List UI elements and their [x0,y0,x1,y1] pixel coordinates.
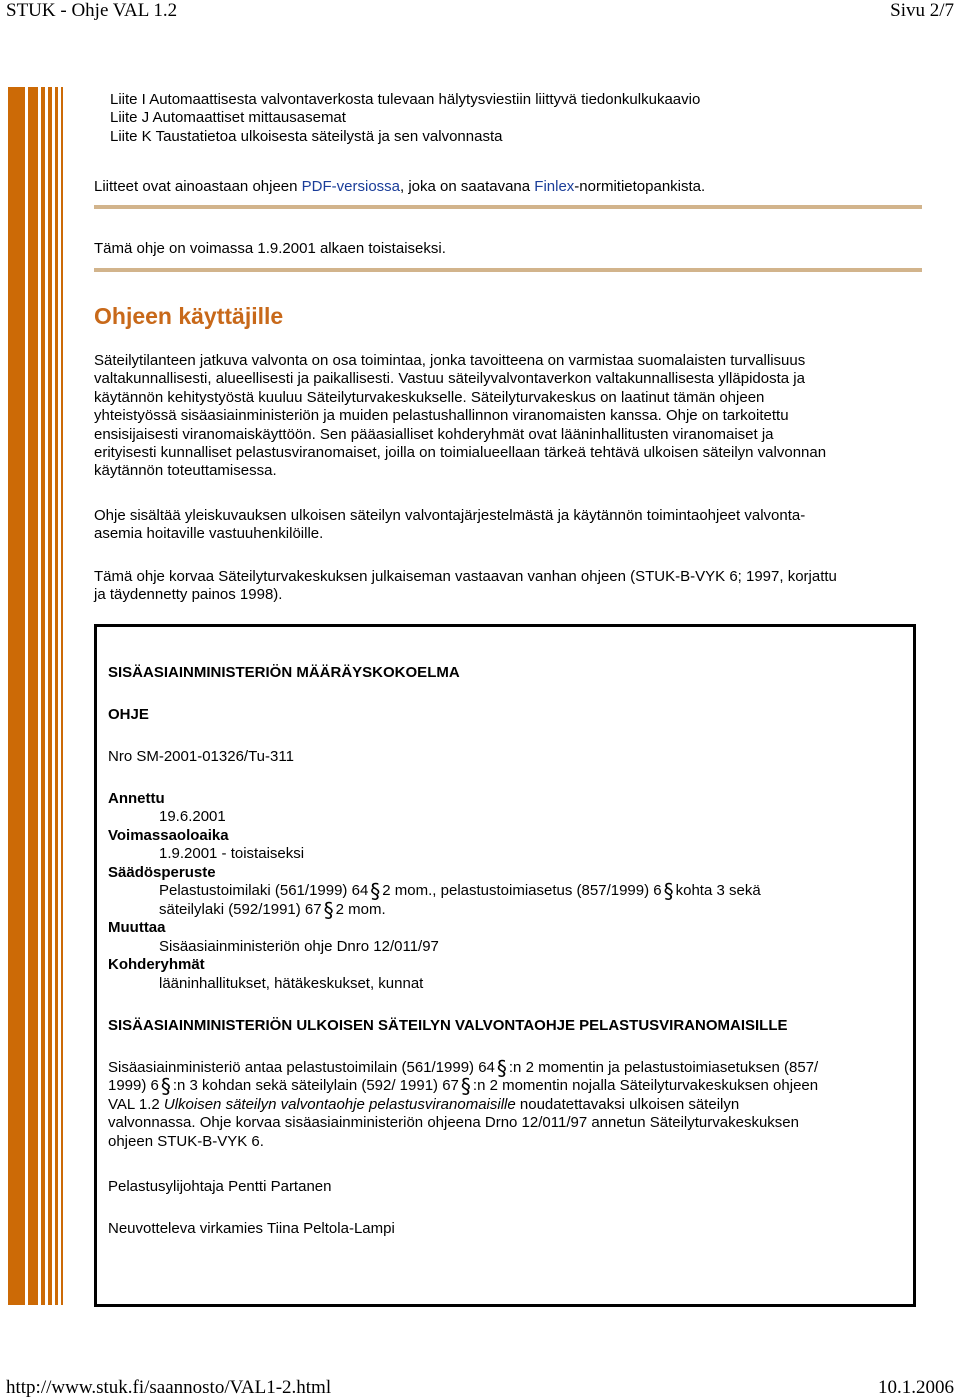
section-sign: § [323,898,334,922]
intro-paragraph: Säteilytilanteen jatkuva valvonta on osa toimintaa, jonka tavoitteena on varmistaa suomalaisten turvallisuus valtakunnallisesti, alueellisesti ja paikallisesti. Vastuu säteilyvalvontaverkon valtakunnallisesta ylläpidosta ja käytännön kehitystyöstä kuuluu Säteilyturvakeskukselle. Säteilyturvakeskus on laatinut tämän ohjeen yhteistyössä sisäasiainministeriön ja muiden pelastushallinnon viranomaisten kanssa. Ohje on tarkoitettu ensisijaisesti viranomaiskäyttöön. Sen pääasialliset kohderyhmät ovat lääninhallitusten viranomaiset ja erityisesti kunnalliset pelastusviranomaiset, joilla on toimialueellaan tärkeä tehtävä ulkoisen säteilyn valvonnan käytännön toteuttamisessa. [94,352,827,480]
section-heading: Ohjeen käyttäjille [94,303,284,329]
section-sign: § [370,879,381,903]
peruste-label: Säädösperuste [108,864,216,881]
voimassa-label: Voimassaoloaika [108,827,229,844]
print-date: 10.1.2006 [878,1377,954,1398]
decor-stripe [8,87,25,1305]
divider [94,268,922,272]
decor-stripe [55,87,58,1305]
muuttaa-label: Muuttaa [108,919,166,936]
decor-stripe [48,87,52,1305]
voimassa-value: 1.9.2001 - toistaiseksi [159,845,305,862]
decor-stripe [41,87,45,1305]
appendix-list [110,91,940,146]
appendix-item: Liite I Automaattisesta valvontaverkosta tulevaan hälytysviestiin liittyvä tiedonkulkukaavio [110,91,701,108]
source-url[interactable]: http://www.stuk.fi/saannosto/VAL1-2.html [6,1377,332,1398]
muuttaa-value: Sisäasiainministeriön ohje Dnro 12/011/97 [159,938,439,955]
signature-1: Pelastusylijohtaja Pentti Partanen [108,1178,332,1195]
content-paragraph: Ohje sisältää yleiskuvauksen ulkoisen säteilyn valvontajärjestelmästä ja käytännön toimintaohjeet valvonta- asemia hoitaville vastuuhenkilöille. [94,507,806,543]
section-sign: § [460,1074,471,1099]
peruste-line-2: säteilylaki (592/1991) 67 § 2 mom. [159,898,386,922]
annettu-label: Annettu [108,790,165,807]
kohde-label: Kohderyhmät [108,956,205,973]
decor-stripe [61,87,63,1305]
availability-note: Liitteet ovat ainoastaan ohjeen PDF-versiossa, joka on saatavana Finlex-normitietopankista. [94,178,706,195]
replaces-paragraph: Tämä ohje korvaa Säteilyturvakeskuksen julkaiseman vastaavan vanhan ohjeen (STUK-B-VYK 6; 1997, korjattu ja täydennetty painos 1998). [94,568,837,604]
peruste-line-1: Pelastustoimilaki (561/1999) 64 § 2 mom., pelastustoimiasetus (857/1999) 6 § kohta 3 sekä [159,879,761,903]
kohde-value: lääninhallitukset, hätäkeskukset, kunnat [159,975,424,992]
divider [94,205,922,209]
appendix-item: Liite K Taustatietoa ulkoisesta säteilystä ja sen valvonnasta [110,127,503,145]
document-number: Nro SM-2001-01326/Tu-311 [108,748,294,765]
pdf-link[interactable]: PDF-versiossa [301,178,401,195]
guideline-title: SISÄASIAINMINISTERIÖN ULKOISEN SÄTEILYN VALVONTAOHJE PELASTUSVIRANOMAISILLE [108,1017,788,1034]
signature-2: Neuvotteleva virkamies Tiina Peltola-Lampi [108,1220,395,1237]
document-type: OHJE [108,706,149,723]
validity-note: Tämä ohje on voimassa 1.9.2001 alkaen toistaiseksi. [94,240,446,257]
collection-title: SISÄASIAINMINISTERIÖN MÄÄRÄYSKOKOELMA [108,664,460,681]
section-sign: § [496,1056,507,1080]
page-footer [0,1377,960,1399]
finlex-link[interactable]: Finlex [534,178,575,195]
guideline-name: Ulkoisen säteilyn valvontaohje pelastusviranomaisille [163,1095,516,1113]
guideline-intro: Sisäasiainministeriö antaa pelastustoimilain (561/1999) 64 § :n 2 momentin ja pelastustoimiasetuksen (857/ 1999) 6 § :n 3 kohdan sekä säteilylain (592/ 1991) 67 § :n 2 momentin nojalla Säteilyturvakeskuksen ohjeen VAL 1.2 Ulkoisen säteilyn valvontaohje pelastusviranomaisille noudatettavaksi ulkoisen säteilyn valvonnassa. Ohje korvaa sisäasiainministeriön ohjeena Drno 12/011/97 annetun Säteilyturvakeskuksen ohjeen STUK-B-VYK 6. [108,1056,819,1150]
page-number: Sivu 2/7 [890,0,954,21]
section-sign: § [663,879,674,903]
annettu-value: 19.6.2001 [159,808,226,825]
appendix-item: Liite J Automaattiset mittausasemat [110,109,346,127]
page-header [0,0,960,24]
document-title: STUK - Ohje VAL 1.2 [6,0,178,21]
regulation-box [94,624,916,1307]
decor-stripe [28,87,38,1305]
section-sign: § [160,1074,171,1099]
